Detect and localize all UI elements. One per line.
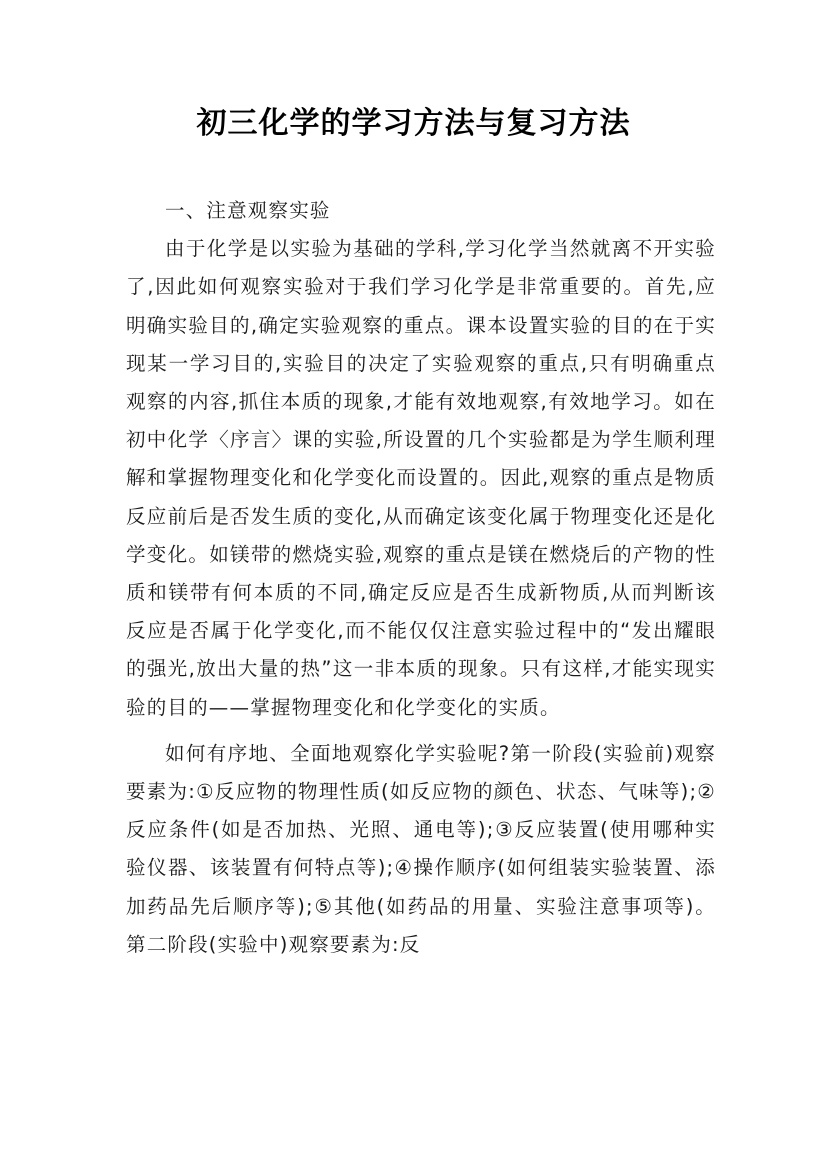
paragraph-1: 由于化学是以实验为基础的学科,学习化学当然就离不开实验了,因此如何观察实验对于我们学习化学是非常重要的。首先,应明确实验目的,确定实验观察的重点。课本设置实验的目的在于实现某一学习目的,实验目的决定了实验观察的重点,只有明确重点观察的内容,抓住本质的现象,才能有效地观察,有效地学习。如在初中化学〈序言〉课的实验,所设置的几个实验都是为学生顺利理解和掌握物理变化和化学变化而设置的。因此,观察的重点是物质反应前后是否发生质的变化,从而确定该变化属于物理变化还是化学变化。如镁带的燃烧实验,观察的重点是镁在燃烧后的产物的性质和镁带有何本质的不同,确定反应是否生成新物质,从而判断该反应是否属于化学变化,而不能仅仅注意实验过程中的“发出耀眼的强光,放出大量的热”这一非本质的现象。只有这样,才能实现实验的目的——掌握物理变化和化学变化的实质。 bbox=[126, 237, 716, 719]
section-heading: 一、注意观察实验 bbox=[165, 199, 331, 222]
document-body bbox=[126, 192, 716, 964]
paragraph-2: 如何有序地、全面地观察化学实验呢?第一阶段(实验前)观察要素为:①反应物的物理性质(如反应物的颜色、状态、气味等);②反应条件(如是否加热、光照、通电等);③反应装置(使用哪种实验仪器、该装置有何特点等);④操作顺序(如何组装实验装置、添加药品先后顺序等);⑤其他(如药品的用量、实验注意事项等)。第二阶段(实验中)观察要素为:反 bbox=[126, 741, 716, 956]
document-title: 初三化学的学习方法与复习方法 bbox=[196, 106, 631, 141]
